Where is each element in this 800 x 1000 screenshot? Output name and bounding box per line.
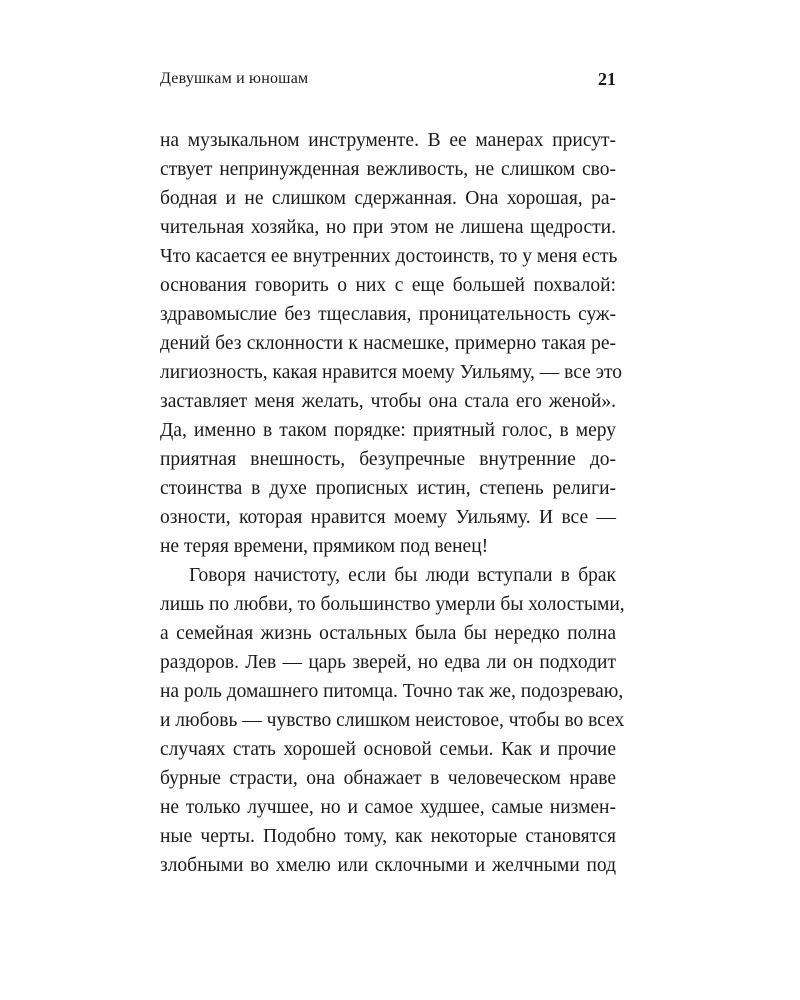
text-line: и любовь — чувство слишком неистовое, чтобы во всех [160, 710, 625, 731]
text-line: а семейная жизнь остальных была бы нередко полна [160, 623, 616, 644]
text-line: на музыкальном инструменте. В ее манерах присут- [160, 130, 616, 151]
text-line: здравомыслие без тщеславия, проницательность суж- [160, 304, 616, 325]
text-line: ные черты. Подобно тому, как некоторые становятся [160, 826, 616, 847]
text-line: ствует непринужденная вежливость, не слишком сво- [160, 159, 616, 180]
text-line: стоинства в духе прописных истин, степень религи- [160, 478, 616, 499]
text-line: бурные страсти, она обнажает в человеческом нраве [160, 768, 616, 789]
running-title: Девушкам и юношам [160, 70, 309, 87]
text-line: лигиозность, какая нравится моему Уильяму, — все это [160, 362, 623, 383]
text-line-paragraph-start: Говоря начистоту, если бы люди вступали в брак [189, 565, 616, 586]
text-line: озности, которая нравится моему Уильяму. И все — [160, 507, 616, 528]
page-number: 21 [598, 69, 616, 89]
text-line: бодная и не слишком сдержанная. Она хорошая, ра- [160, 188, 616, 209]
text-line: раздоров. Лев — царь зверей, но едва ли он подходит [160, 652, 616, 673]
running-head [160, 70, 616, 92]
text-line: Что касается ее внутренних достоинств, то у меня есть [160, 246, 618, 267]
text-line: Да, именно в таком порядке: приятный голос, в меру [160, 420, 616, 441]
text-line: злобными во хмелю или склочными и желчными под [160, 855, 616, 876]
text-line: приятная внешность, безупречные внутренние до- [160, 449, 616, 470]
body-text [160, 126, 625, 880]
text-line: дений без склонности к насмешке, примерно такая ре- [160, 333, 616, 354]
text-line: чительная хозяйка, но при этом не лишена щедрости. [160, 217, 616, 238]
text-line: заставляет меня желать, чтобы она стала его женой». [160, 391, 616, 412]
text-line: случаях стать хорошей основой семьи. Как и прочие [160, 739, 616, 760]
text-line: лишь по любви, то большинство умерли бы холостыми, [160, 594, 625, 615]
text-line: на роль домашнего питомца. Точно так же, подозреваю, [160, 681, 624, 702]
text-line: не только лучшее, но и самое худшее, самые низмен- [160, 797, 616, 818]
text-line: основания говорить о них с еще большей похвалой: [160, 275, 616, 296]
text-line-paragraph-end: не теряя времени, прямиком под венец! [160, 536, 489, 557]
